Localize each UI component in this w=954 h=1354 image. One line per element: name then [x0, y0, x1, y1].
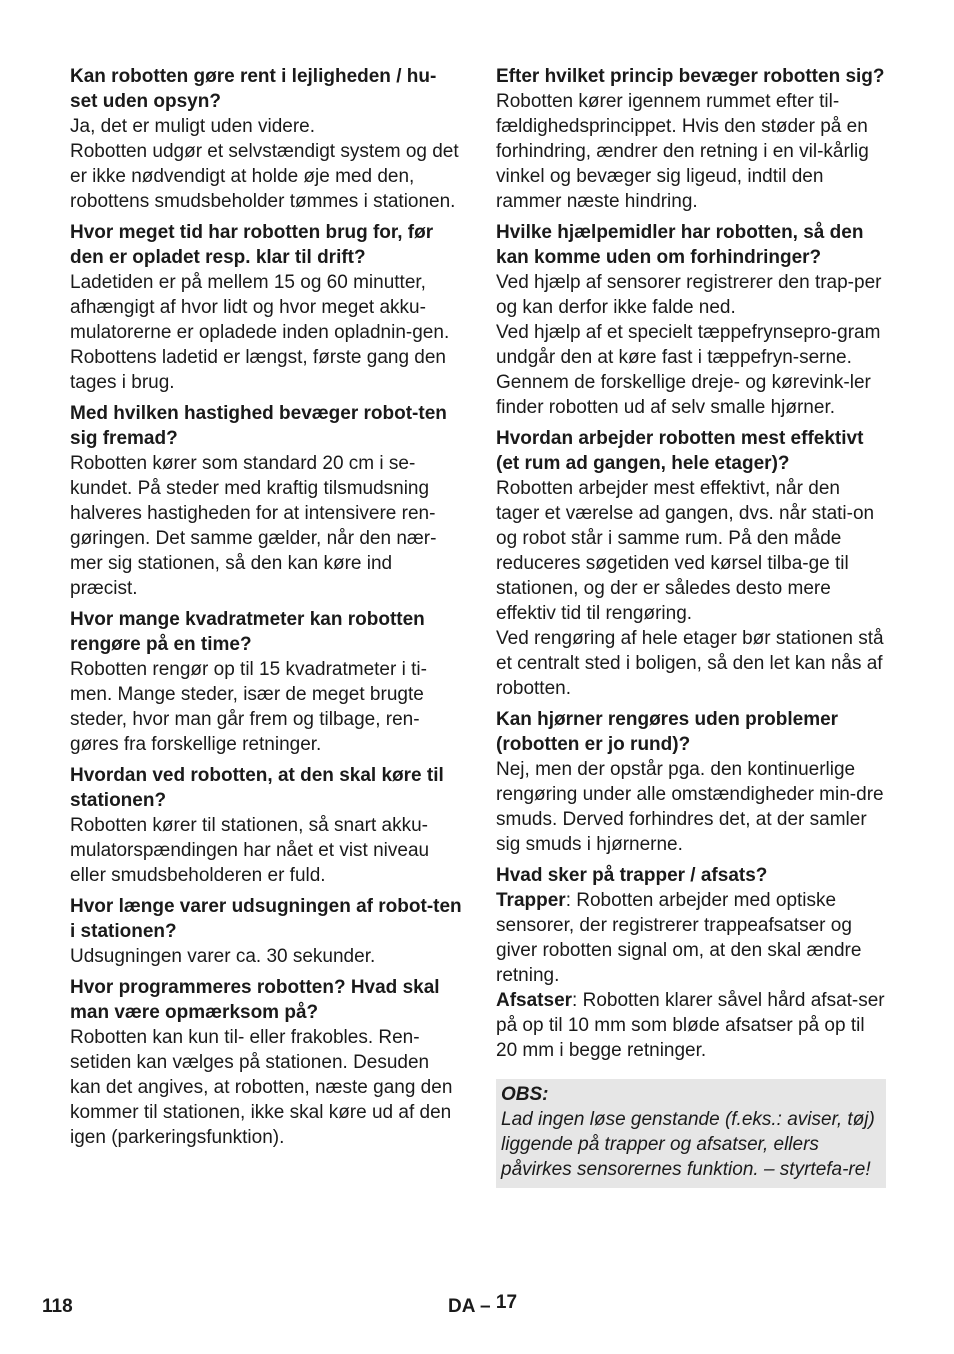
faq-item: [496, 64, 886, 214]
ledges-paragraph: Afsatser: Robotten klarer såvel hård afsat-ser på op til 10 mm som bløde afsatser på op til 20 mm i begge retninger.: [496, 990, 885, 1061]
answer: Robotten kører til stationen, så snart akku-mulatorspændingen har nået et vist niveau eller smudsbeholderen er fuld.: [70, 815, 430, 886]
answer: Robotten arbejder mest effektivt, når den tager et værelse ad gangen, dvs. når stati-on og robot står i samme rum. På den måde reduceres søgetiden ved kørsel tilba-ge til stationen, og der er således desto mere effektiv tid til rengøring. Ved rengøring af hele etager bør stationen stå et centralt sted i boligen, så den let kan nås af robotten.: [496, 478, 884, 699]
faq-item: [496, 863, 886, 1063]
faq-item: [70, 401, 462, 601]
question: Hvor mange kvadratmeter kan robotten rengøre på en time?: [70, 609, 425, 655]
faq-item: [70, 220, 462, 395]
page-number: 118: [42, 1296, 73, 1317]
answer: Ved hjælp af sensorer registrerer den trap-per og kan derfor ikke falde ned. Ved hjælp af et specielt tæppefrynsepro-gram undgår den at køre fast i tæppefryn-serne. Gennem de forskellige dreje- og kørevink-ler finder robotten ud af selv smalle hjørner.: [496, 272, 882, 418]
answer: Udsugningen varer ca. 30 sekunder.: [70, 946, 376, 967]
question: Med hvilken hastighed bevæger robot-ten sig fremad?: [70, 403, 447, 449]
right-column: [496, 64, 886, 1188]
answer: Robotten rengør op til 15 kvadratmeter i ti-men. Mange steder, især de meget brugte steder, hvor man går frem og tilbage, ren-gøres fra forskellige retninger.: [70, 659, 427, 755]
question: Hvilke hjælpemidler har robotten, så den kan komme uden om forhindringer?: [496, 222, 864, 268]
section-marker: DA – 17: [448, 1292, 518, 1317]
answer: Robotten kan kun til- eller frakobles. Ren-setiden kan vælges på stationen. Desuden kan det angives, at robotten, næste gang den kommer til stationen, ikke skal køre ud af den igen (parkeringsfunktion).: [70, 1027, 453, 1148]
answer: Robotten kører som standard 20 cm i se-kundet. På steder med kraftig tilsmudsning halveres hastigheden for at intensivere ren-gøringen. Det samme gælder, når den nær-mer sig stationen, så den kan køre ind præcist.: [70, 453, 437, 599]
faq-item: [70, 975, 462, 1150]
question: Kan robotten gøre rent i lejligheden / hu- set uden opsyn?: [70, 66, 437, 112]
answer: Nej, men der opstår pga. den kontinuerlige rengøring under alle omstændigheder min-dre smuds. Derved forhindres det, at der samler sig smuds i hjørnerne.: [496, 759, 884, 855]
faq-item: [70, 64, 462, 214]
question: Hvor længe varer udsugningen af robot-ten i stationen?: [70, 896, 462, 942]
question: Hvordan ved robotten, at den skal køre til stationen?: [70, 765, 444, 811]
faq-item: [70, 763, 462, 888]
question: Hvordan arbejder robotten mest effektivt (et rum ad gangen, hele etager)?: [496, 428, 864, 474]
question: Hvor meget tid har robotten brug for, før den er opladet resp. klar til drift?: [70, 222, 434, 268]
answer: Ladetiden er på mellem 15 og 60 minutter, afhængigt af hvor lidt og hvor meget akku-mulatorerne er opladede inden opladnin-gen. Robottens ladetid er længst, første gang den tages i brug.: [70, 272, 450, 393]
question: Kan hjørner rengøres uden problemer (robotten er jo rund)?: [496, 709, 839, 755]
faq-item: [496, 707, 886, 857]
faq-item: [496, 426, 886, 701]
answer: [496, 888, 886, 1063]
stairs-paragraph: Trapper: Robotten arbejder med optiske sensorer, der registrerer trappeafsatser og giver robotten signal om, at den skal ændre retning.: [496, 890, 862, 986]
answer: Ja, det er muligt uden videre. Robotten udgør et selvstændigt system og det er ikke nødvendigt at holde øje med den, robottens smudsbeholder tømmes i stationen.: [70, 116, 459, 212]
faq-item: [70, 894, 462, 969]
left-column: [70, 64, 462, 1156]
answer: Robotten kører igennem rummet efter til-fældighedsprincippet. Hvis den støder på en forhindring, ændrer den retning i en vil-kårlig vinkel og bevæger sig ligeud, indtil den rammer næste hindring.: [496, 91, 869, 212]
note-body: Lad ingen løse genstande (f.eks.: aviser, tøj) liggende på trapper og afsatser, ellers påvirkes sensorernes funktion. – styrtefa-re!: [501, 1109, 875, 1180]
question: Hvad sker på trapper / afsats?: [496, 865, 768, 886]
faq-item: [70, 607, 462, 757]
note-title: OBS:: [501, 1084, 549, 1105]
question: Efter hvilket princip bevæger robotten sig?: [496, 66, 885, 87]
faq-item: [496, 220, 886, 420]
question: Hvor programmeres robotten? Hvad skal man være opmærksom på?: [70, 977, 440, 1023]
note-box: [496, 1079, 886, 1188]
